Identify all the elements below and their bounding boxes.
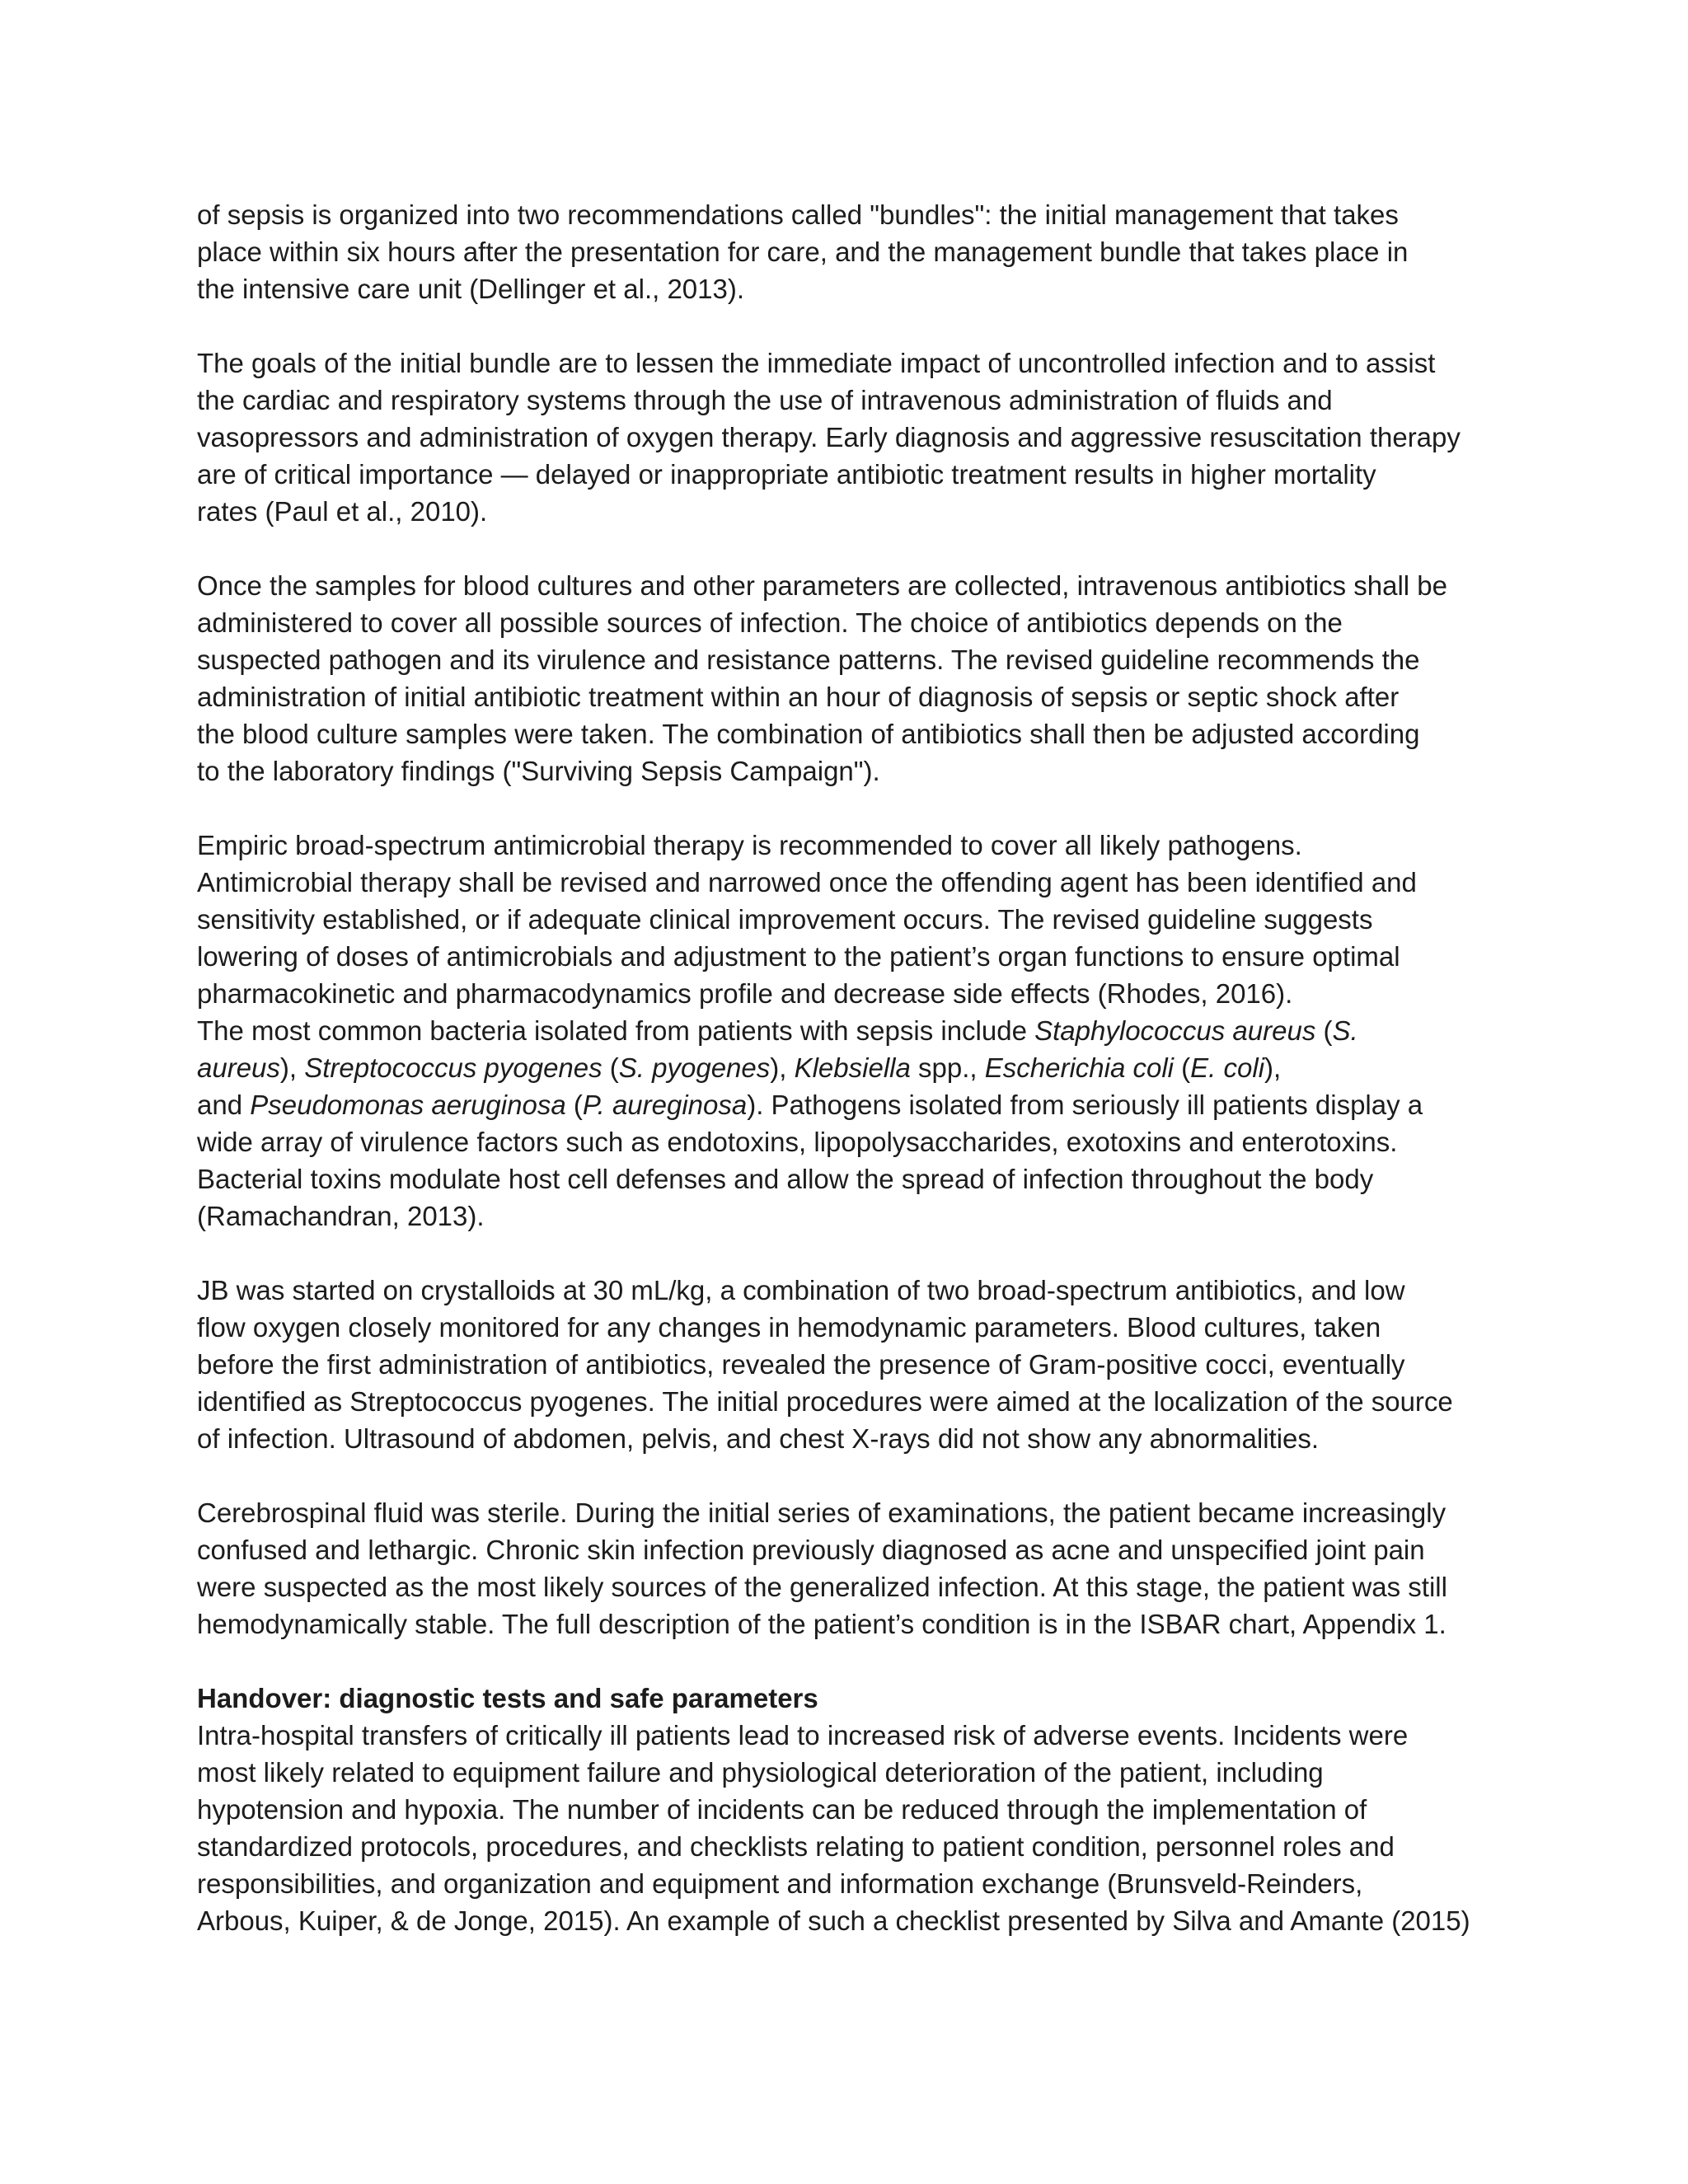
paragraph-initial-bundle-goals: The goals of the initial bundle are to lessen the immediate impact of uncontrolled infection and to assist the cardiac and respiratory systems through the use of intravenous administration of fluids and vasopressors and administration of oxygen therapy. Early diagnosis and aggressive resuscitation therapy are of critical importance — delayed or inappropriate antibiotic treatment results in higher mortality rates (Paul et al., 2010). [197, 348, 1461, 527]
paragraph-common-bacteria [197, 1012, 1491, 1235]
species-abbrev: S. [1332, 1015, 1358, 1046]
species-abbrev: aureus [197, 1052, 280, 1083]
text-run: ( [1315, 1015, 1333, 1046]
paragraph-spacer [197, 790, 1491, 827]
species-abbrev: S. pyogenes [618, 1052, 771, 1083]
paragraph-cerebrospinal-fluid: Cerebrospinal fluid was sterile. During the initial series of examinations, the patient became increasingly confused and lethargic. Chronic skin infection previously diagnosed as acne and unspecified joint pain were suspected as the most likely sources of the generalized infection. At this stage, the patient was still hemodynamically stable. The full description of the patient’s condition is in the ISBAR chart, Appendix 1. [197, 1497, 1447, 1639]
paragraph-spacer [197, 1643, 1491, 1680]
species-abbrev: E. coli [1190, 1052, 1265, 1083]
paragraph-spacer [197, 1457, 1491, 1494]
section-heading: Handover: diagnostic tests and safe parameters [197, 1683, 818, 1713]
text-run: ( [602, 1052, 619, 1083]
text-run: The most common bacteria isolated from patients with sepsis include [197, 1015, 1035, 1046]
document-page [197, 196, 1491, 1939]
species-name: Pseudomonas aeruginosa [250, 1090, 566, 1120]
paragraph-spacer [197, 530, 1491, 567]
species-name: Staphylococcus aureus [1034, 1015, 1316, 1046]
text-run: ( [565, 1090, 583, 1120]
paragraph-handover: Intra-hospital transfers of critically ill patients lead to increased risk of adverse events. Incidents were most likely related to equipment failure and physiological deterioration of the patient, including hypotension and hypoxia. The number of incidents can be reduced through the implementation of standardized protocols, procedures, and checklists relating to patient condition, personnel roles and responsibilities, and organization and equipment and information exchange (Brunsveld-Reinders, Arbous, Kuiper, & de Jonge, 2015). An example of such a checklist presented by Silva and Amante (2015) [197, 1720, 1470, 1936]
paragraph-empiric-therapy: Empiric broad-spectrum antimicrobial therapy is recommended to cover all likely pathogens. Antimicrobial therapy shall be revised and narrowed once the offending agent has been identified and sensitivity established, or if adequate clinical improvement occurs. The revised guideline suggests lowering of doses of antimicrobials and adjustment to the patient’s organ functions to ensure optimal pharmacokinetic and pharmacodynamics profile and decrease side effects (Rhodes, 2016). [197, 830, 1417, 1009]
text-run: ), and [197, 1052, 1282, 1120]
paragraph-spacer [197, 1235, 1491, 1272]
text-run: ). Pathogens isolated from seriously ill patients display a wide array of virulence factors such as endotoxins, lipopolysaccharides, exotoxins and enterotoxins. Bacterial toxins modulate host cell defenses and allow the spread of infection throughout the body (Ramachandran, 2013). [197, 1090, 1423, 1231]
species-name: Escherichia coli [984, 1052, 1174, 1083]
text-run: ), [770, 1052, 795, 1083]
species-name: Klebsiella [794, 1052, 911, 1083]
species-name: Streptococcus pyogenes [304, 1052, 603, 1083]
text-run: ), [279, 1052, 305, 1083]
paragraph-spacer [197, 307, 1491, 344]
paragraph-jb-treatment: JB was started on crystalloids at 30 mL/kg, a combination of two broad-spectrum antibiotics, and low flow oxygen closely monitored for any changes in hemodynamic parameters. Blood cultures, taken before the first administration of antibiotics, revealed the presence of Gram-positive cocci, eventually identified as Streptococcus pyogenes. The initial procedures were aimed at the localization of the source of infection. Ultrasound of abdomen, pelvis, and chest X-rays did not show any abnormalities. [197, 1275, 1453, 1454]
text-run: ( [1174, 1052, 1191, 1083]
paragraph-bundles: of sepsis is organized into two recommendations called "bundles": the initial management that takes place within six hours after the presentation for care, and the management bundle that takes place in the intensive care unit (Dellinger et al., 2013). [197, 199, 1409, 304]
species-abbrev: P. aureginosa [582, 1090, 748, 1120]
paragraph-antibiotics-administration: Once the samples for blood cultures and other parameters are collected, intravenous antibiotics shall be administered to cover all possible sources of infection. The choice of antibiotics depends on the suspected pathogen and its virulence and resistance patterns. The revised guideline recommends the administration of initial antibiotic treatment within an hour of diagnosis of sepsis or septic shock after the blood culture samples were taken. The combination of antibiotics shall then be adjusted according to the laboratory findings ("Surviving Sepsis Campaign"). [197, 570, 1448, 786]
text-run: spp., [910, 1052, 985, 1083]
